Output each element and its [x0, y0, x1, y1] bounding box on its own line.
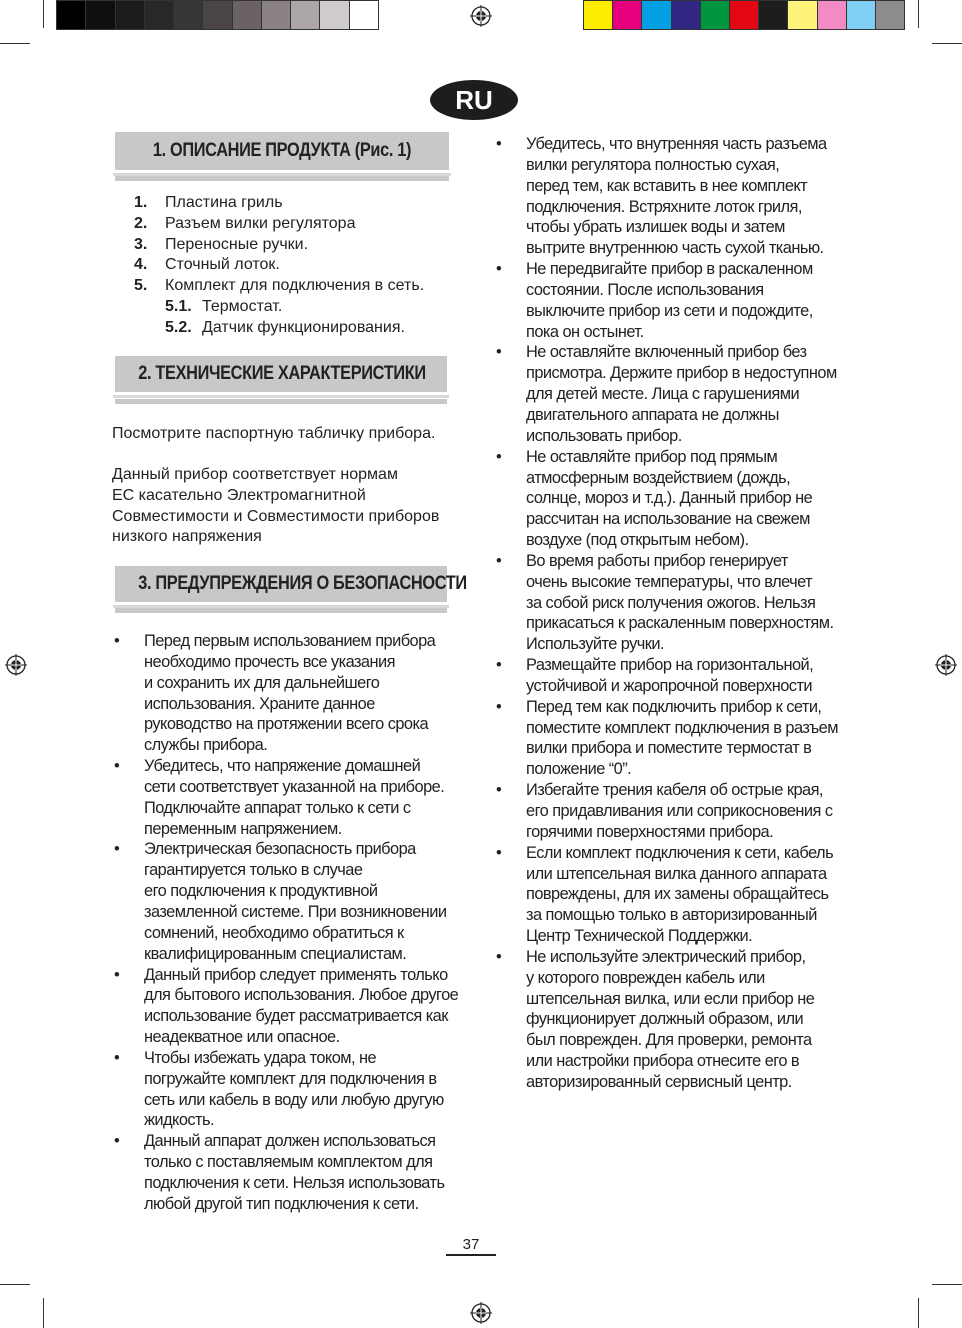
list-item: [134, 214, 424, 235]
item-number: 3.: [134, 235, 148, 253]
safety-item-line: Перед тем как подключить прибор к сети,: [526, 697, 822, 716]
color-swatch: [876, 1, 904, 29]
safety-item-line: Избегайте трения кабеля об острые края,: [526, 781, 823, 800]
bullet-icon: •: [496, 135, 502, 153]
safety-item-line: присмотра. Держите прибор в недоступном: [526, 364, 837, 383]
safety-list-right: [496, 134, 836, 1093]
gray-swatch: [57, 1, 86, 29]
safety-item-line: атмосферным воздействием (дождь,: [526, 468, 791, 487]
crop-mark: [918, 0, 919, 28]
gray-swatch: [145, 1, 174, 29]
safety-item-line: Размещайте прибор на горизонтальной,: [526, 656, 814, 675]
safety-item: [496, 342, 836, 446]
item-number: 1.: [134, 194, 148, 211]
color-swatch: [701, 1, 730, 29]
safety-item-line: Чтобы избежать удара током, не: [144, 1048, 377, 1067]
bullet-icon: •: [114, 965, 120, 984]
compliance-line: Совместимости и Совместимости приборов: [112, 507, 440, 525]
sub-list-item: [134, 297, 424, 318]
safety-item-line: использовать прибор.: [526, 426, 682, 445]
gray-swatch: [203, 1, 232, 29]
safety-item-line: повреждены, для их замены обращайтесь: [526, 885, 829, 904]
section-2-title: 2. ТЕХНИЧЕСКИЕ ХАРАКТЕРИСТИКИ: [138, 363, 426, 384]
safety-item-line: у которого поврежден кабель или: [526, 968, 765, 987]
safety-item-line: выключите прибор из сети и подождите,: [526, 301, 813, 320]
bullet-icon: •: [114, 1048, 120, 1067]
safety-item-line: вытрите внутреннюю часть сухой тканью.: [526, 239, 824, 258]
safety-item-line: руководство на протяжении всего срока: [144, 715, 429, 734]
safety-item: [496, 947, 836, 1093]
safety-item-line: горячими поверхностями прибора.: [526, 822, 774, 841]
safety-item-line: пока он остынет.: [526, 322, 644, 341]
crop-mark: [0, 1284, 30, 1285]
bullet-icon: •: [496, 843, 502, 862]
gray-swatch: [262, 1, 291, 29]
compliance-line: ЕС касательно Электромагнитной: [112, 486, 366, 504]
color-swatch: [613, 1, 642, 29]
safety-item: [114, 1048, 448, 1131]
list-item: [134, 276, 424, 297]
list-item: [134, 193, 424, 214]
safety-item-line: неадекватное или опасное.: [144, 1028, 340, 1047]
registration-mark-icon: [935, 654, 957, 676]
color-swatch: [730, 1, 759, 29]
list-item: [134, 255, 424, 276]
safety-item-line: Не оставляйте включенный прибор без: [526, 343, 807, 362]
crop-mark: [43, 0, 44, 28]
safety-item: [114, 839, 448, 964]
safety-item-line: погружайте комплект для подключения в: [144, 1069, 437, 1088]
item-text: Разъем вилки регулятора: [165, 214, 356, 232]
color-swatch: [759, 1, 788, 29]
item-text: Переносные ручки.: [165, 235, 309, 253]
bullet-icon: •: [496, 260, 502, 279]
safety-list-left: [114, 631, 459, 1215]
safety-item-line: двигательного аппарата не должны: [526, 405, 779, 424]
safety-item: [496, 447, 836, 551]
gray-swatch: [86, 1, 115, 29]
safety-item-line: Данный аппарат должен использоваться: [144, 1132, 436, 1151]
safety-item-line: подключения к сети. Нельзя использовать: [144, 1173, 445, 1192]
safety-item-line: за собой риск получения ожогов. Нельзя: [526, 593, 816, 612]
bullet-icon: •: [114, 840, 120, 859]
safety-item-line: сеть или кабель в воду или любую другую: [144, 1090, 444, 1109]
color-calibration-bar: [583, 0, 905, 30]
safety-item: [496, 134, 836, 259]
gray-swatch: [291, 1, 320, 29]
safety-item-line: Во время работы прибор генерирует: [526, 551, 788, 570]
bullet-icon: •: [496, 947, 502, 966]
safety-item: [496, 259, 836, 342]
bullet-icon: •: [496, 343, 502, 362]
crop-mark: [932, 1284, 962, 1285]
safety-item-line: сомнений, необходимо обратиться к: [144, 923, 404, 942]
safety-item-line: квалифицированным специалистам.: [144, 944, 407, 963]
divider: [115, 176, 449, 181]
gray-swatch: [320, 1, 349, 29]
gray-swatch: [350, 1, 378, 29]
safety-item-line: Не используйте электрический прибор,: [526, 947, 806, 966]
section-1-header: [115, 132, 449, 170]
safety-item: [114, 1131, 448, 1214]
safety-item-line: очень высокие температуры, что влечет: [526, 572, 813, 591]
item-number: 4.: [134, 256, 148, 274]
safety-item-line: гарантируется только в случае: [144, 861, 363, 880]
safety-item: [496, 655, 836, 697]
compliance-line: Данный прибор соответствует нормам: [112, 466, 398, 483]
safety-item-line: Не передвигайте прибор в раскаленном: [526, 260, 813, 279]
item-number: 5.: [134, 277, 148, 295]
compliance-line: низкого напряжения: [112, 528, 262, 546]
safety-item-line: Не оставляйте прибор под прямым: [526, 447, 778, 466]
item-number: 2.: [134, 214, 148, 232]
safety-item: [114, 631, 448, 756]
product-parts-list: [134, 193, 424, 339]
safety-item-line: поместите комплект подключения в разъем: [526, 718, 838, 737]
safety-item-line: воздухе (под открытым небом).: [526, 531, 749, 550]
safety-item-line: состоянии. После использования: [526, 280, 764, 299]
safety-item-line: его подключения к продуктивной: [144, 882, 378, 901]
safety-item-line: использования. Храните данное: [144, 694, 375, 713]
section-2-header: [115, 356, 447, 392]
safety-item-line: для бытового использования. Любое другое: [144, 986, 459, 1005]
item-text: Сточный лоток.: [165, 256, 280, 274]
registration-mark-icon: [5, 654, 27, 676]
item-text: Пластина гриль: [165, 194, 283, 211]
safety-item: [496, 843, 836, 947]
sub-list-item: [134, 318, 424, 339]
gray-swatch: [174, 1, 203, 29]
safety-item-line: Если комплект подключения к сети, кабель: [526, 843, 834, 862]
safety-item-line: сети соответствует указанной на приборе.: [144, 777, 445, 796]
item-text: Комплект для подключения в сеть.: [165, 277, 425, 295]
color-swatch: [818, 1, 847, 29]
safety-item: [496, 551, 836, 655]
bullet-icon: •: [114, 1132, 120, 1151]
item-text: Датчик функционирования.: [202, 318, 405, 336]
safety-item-line: был поврежден. Для проверки, ремонта: [526, 1031, 812, 1050]
item-text: Термостат.: [202, 297, 283, 315]
safety-item-line: рассчитан на использование на свежем: [526, 510, 810, 529]
safety-item-line: вилки регулятора полностью сухая,: [526, 155, 780, 174]
divider: [115, 608, 447, 613]
compliance-text: [112, 465, 439, 548]
safety-item-line: Подключайте аппарат только к сети с: [144, 798, 411, 817]
bullet-icon: •: [114, 632, 120, 650]
crop-mark: [43, 1298, 44, 1328]
section-3-header: [115, 566, 467, 602]
language-badge: RU: [430, 80, 518, 120]
safety-item-line: вилки прибора и поместите термостат в: [526, 739, 812, 758]
safety-item-line: и сохранить их для дальнейшего: [144, 673, 380, 692]
bullet-icon: •: [114, 757, 120, 776]
safety-item-line: заземленной системе. При возникновении: [144, 902, 447, 921]
crop-mark: [0, 43, 30, 44]
safety-item-line: Электрическая безопасность прибора: [144, 840, 416, 859]
safety-item-line: солнце, мороз и т.д.). Данный прибор не: [526, 489, 813, 508]
bullet-icon: •: [496, 447, 502, 466]
safety-item-line: необходимо прочесть все указания: [144, 652, 395, 671]
bullet-icon: •: [496, 656, 502, 675]
spec-note: Посмотрите паспортную табличку прибора.: [112, 425, 436, 442]
safety-item-line: службы прибора.: [144, 736, 268, 755]
safety-item: [496, 780, 836, 843]
safety-item-line: подключения. Встряхните лоток гриля,: [526, 197, 802, 216]
color-swatch: [847, 1, 876, 29]
color-swatch: [584, 1, 613, 29]
crop-mark: [918, 1298, 919, 1328]
safety-item-line: только с поставляемым комплектом для: [144, 1153, 433, 1172]
safety-item-line: за помощью только в авторизированный: [526, 906, 817, 925]
safety-item-line: штепсельная вилка, или если прибор не: [526, 989, 815, 1008]
page-number: 37: [462, 1236, 480, 1253]
safety-item-line: чтобы убрать излишек воды и затем: [526, 218, 785, 237]
item-number: 5.1.: [165, 297, 192, 315]
safety-item-line: Убедитесь, что напряжение домашней: [144, 757, 421, 776]
safety-item: [496, 697, 836, 780]
safety-item-line: его придавливания или соприкосновения с: [526, 802, 833, 820]
section-1-title: 1. ОПИСАНИЕ ПРОДУКТА (Рис. 1): [152, 140, 412, 161]
safety-item-line: Используйте ручки.: [526, 635, 665, 654]
safety-item-line: Данный прибор следует применять только: [144, 965, 448, 984]
safety-item-line: любой другой тип подключения к сети.: [144, 1194, 419, 1213]
list-item: [134, 235, 424, 256]
color-swatch: [788, 1, 817, 29]
section-3-title: 3. ПРЕДУПРЕЖДЕНИЯ О БЕЗОПАСНОСТИ: [138, 573, 467, 594]
safety-item-line: Перед первым использованием прибора: [144, 632, 436, 650]
gray-swatch: [116, 1, 145, 29]
safety-item-line: авторизированный сервисный центр.: [526, 1072, 792, 1091]
page-number-underline: [446, 1254, 496, 1256]
safety-item: [114, 756, 448, 839]
safety-item-line: или штепсельная вилка данного аппарата: [526, 864, 827, 883]
registration-mark-icon: [470, 1302, 492, 1324]
bullet-icon: •: [496, 697, 502, 716]
safety-item-line: использование будет рассматривается как: [144, 1007, 448, 1026]
safety-item-line: положение “0”.: [526, 760, 632, 779]
gray-swatch: [233, 1, 262, 29]
crop-mark: [932, 43, 962, 44]
safety-item-line: устойчивой и жаропрочной поверхности: [526, 676, 813, 695]
safety-item-line: Центр Технической Поддержки.: [526, 927, 753, 946]
safety-item-line: или настройки прибора отнесите его в: [526, 1052, 800, 1071]
safety-item-line: жидкость.: [144, 1111, 215, 1130]
safety-item-line: переменным напряжением.: [144, 819, 342, 838]
bullet-icon: •: [496, 551, 502, 570]
safety-item-line: Убедитесь, что внутренняя часть разъема: [526, 135, 827, 153]
registration-mark-icon: [470, 5, 492, 27]
safety-item: [114, 965, 459, 1048]
color-swatch: [642, 1, 671, 29]
bullet-icon: •: [496, 781, 502, 800]
grayscale-calibration-bar: [56, 0, 379, 30]
safety-item-line: функционирует должный образом, или: [526, 1010, 804, 1029]
safety-item-line: прикасаться к раскаленным поверхностям.: [526, 614, 834, 633]
safety-item-line: перед тем, как вставить в нее комплект: [526, 176, 808, 195]
item-number: 5.2.: [165, 318, 192, 336]
safety-item-line: для детей месте. Лица с гарушениями: [526, 385, 800, 404]
color-swatch: [672, 1, 701, 29]
divider: [115, 399, 447, 404]
